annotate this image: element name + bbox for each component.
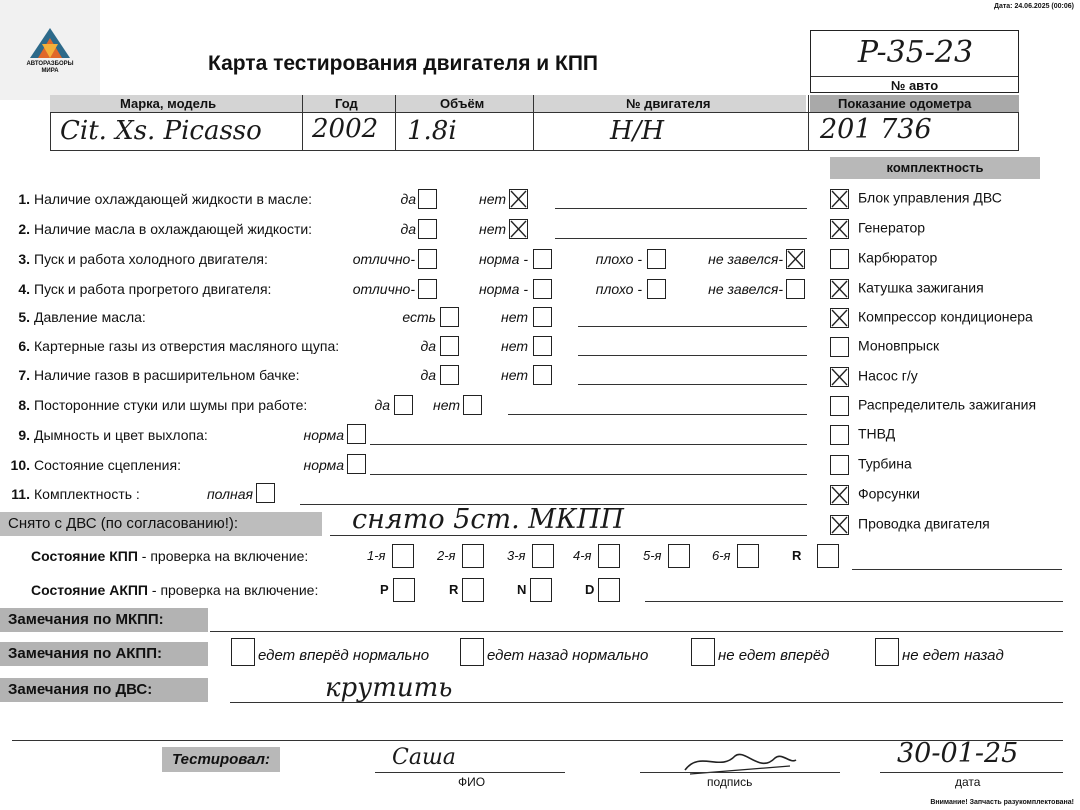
question-text: Давление масла: bbox=[34, 309, 146, 325]
complect-label: Распределитель зажигания bbox=[858, 396, 1037, 413]
complect-item bbox=[830, 425, 895, 445]
complect-label: Компрессор кондиционера bbox=[858, 308, 1033, 325]
kpp-gear-checkbox[interactable] bbox=[668, 544, 690, 568]
q3-normal-label: норма - bbox=[478, 251, 528, 267]
akpp-gear-label: N bbox=[517, 582, 527, 597]
q7-yes-label: да bbox=[420, 367, 436, 383]
logo-icon bbox=[0, 0, 100, 100]
complect-item bbox=[830, 279, 984, 299]
removed-value: снято 5ст. МКПП bbox=[352, 504, 624, 535]
logo bbox=[0, 0, 100, 100]
header-make-label: Марка, модель bbox=[120, 96, 217, 111]
complect-item bbox=[830, 485, 920, 505]
q4-excellent-checkbox[interactable] bbox=[418, 279, 437, 299]
page-title: Карта тестирования двигателя и КПП bbox=[208, 52, 599, 75]
akpp-label: Состояние АКПП - проверка на включение: bbox=[31, 582, 319, 598]
question-number: 11. bbox=[11, 486, 30, 502]
question-row bbox=[8, 251, 268, 267]
q1-yes-checkbox[interactable] bbox=[418, 189, 437, 209]
akpp-gear-label: R bbox=[449, 582, 459, 597]
kpp-gear-checkbox[interactable] bbox=[392, 544, 414, 568]
q5-present-label: есть bbox=[402, 309, 436, 325]
complect-checkbox[interactable] bbox=[830, 367, 849, 387]
complect-checkbox[interactable] bbox=[830, 396, 849, 416]
question-text: Пуск и работа прогретого двигателя: bbox=[34, 281, 272, 297]
remarks-mkpp-label: Замечания по МКПП: bbox=[8, 611, 164, 628]
complect-header-label: комплектность bbox=[886, 160, 984, 175]
complect-checkbox[interactable] bbox=[830, 308, 849, 328]
odometer-label: Показание одометра bbox=[838, 96, 972, 111]
auto-number-value: P-35-23 bbox=[857, 35, 974, 70]
remarks-akpp-band bbox=[0, 642, 208, 666]
question-text: Картерные газы из отверстия масляного щупа: bbox=[34, 338, 340, 354]
complect-label: ТНВД bbox=[858, 425, 896, 442]
kpp-gear-checkbox[interactable] bbox=[598, 544, 620, 568]
akpp-gear-checkbox[interactable] bbox=[462, 578, 484, 602]
complect-item bbox=[830, 249, 937, 269]
q4-normal-label: норма - bbox=[478, 281, 528, 297]
header-volume-label: Объём bbox=[440, 96, 485, 111]
akpp-gear-checkbox[interactable] bbox=[598, 578, 620, 602]
complect-label: Насос г/у bbox=[858, 367, 918, 384]
kpp-gear-label: 2-я bbox=[437, 548, 456, 563]
complect-item bbox=[830, 455, 912, 475]
akpp-forward-ok-label: едет вперёд нормально bbox=[258, 647, 430, 664]
q11-full-label: полная bbox=[206, 486, 253, 502]
q7-no-label: нет bbox=[501, 367, 528, 383]
q8-no-label: нет bbox=[433, 397, 460, 413]
complect-item bbox=[830, 189, 1002, 209]
kpp-gear-checkbox[interactable] bbox=[817, 544, 839, 568]
kpp-gear-checkbox[interactable] bbox=[737, 544, 759, 568]
q1-yes-label: да bbox=[400, 191, 416, 207]
question-row bbox=[8, 367, 300, 383]
header-year-label: Год bbox=[335, 96, 358, 111]
engine-value: H/H bbox=[610, 116, 665, 146]
q1-no-checkbox[interactable] bbox=[509, 189, 528, 209]
question-number: 10. bbox=[10, 457, 30, 473]
logo-line2: МИРА bbox=[41, 68, 59, 74]
question-row bbox=[8, 191, 312, 207]
header-engine-label: № двигателя bbox=[626, 96, 711, 111]
odometer-value: 201 736 bbox=[820, 114, 932, 145]
question-text: Наличие газов в расширительном бачке: bbox=[34, 367, 300, 383]
q3-excellent-checkbox[interactable] bbox=[418, 249, 437, 269]
kpp-gear-label: 6-я bbox=[712, 548, 731, 563]
question-text: Комплектность : bbox=[34, 486, 140, 502]
q5-no-label: нет bbox=[501, 309, 528, 325]
complect-label: Форсунки bbox=[858, 485, 920, 502]
complect-checkbox[interactable] bbox=[830, 485, 849, 505]
question-row bbox=[8, 427, 208, 443]
question-text: Наличие масла в охлаждающей жидкости: bbox=[34, 221, 313, 237]
question-row bbox=[8, 397, 307, 413]
q3-normal-checkbox[interactable] bbox=[533, 249, 552, 269]
kpp-gear-label: 4-я bbox=[573, 548, 592, 563]
question-row bbox=[8, 457, 181, 473]
signature-label: подпись bbox=[707, 775, 753, 789]
complect-header bbox=[830, 157, 1040, 179]
akpp-gear-checkbox[interactable] bbox=[530, 578, 552, 602]
question-number: 1. bbox=[18, 191, 30, 207]
akpp-gear-label: P bbox=[380, 582, 389, 597]
q4-normal-checkbox[interactable] bbox=[533, 279, 552, 299]
remarks-akpp-label: Замечания по АКПП: bbox=[8, 645, 162, 662]
q6-no-label: нет bbox=[501, 338, 528, 354]
question-number: 9. bbox=[18, 427, 30, 443]
complect-checkbox[interactable] bbox=[830, 219, 849, 239]
complect-item bbox=[830, 308, 1033, 328]
question-text: Наличие охлаждающей жидкости в масле: bbox=[34, 191, 313, 207]
tested-by-label: Тестировал: bbox=[172, 751, 270, 768]
q2-yes-checkbox[interactable] bbox=[418, 219, 437, 239]
check-mark-icon bbox=[830, 485, 849, 505]
check-mark-icon bbox=[509, 189, 528, 209]
make-value: Cit. Xs. Picasso bbox=[60, 116, 262, 146]
q11-full-checkbox[interactable] bbox=[256, 483, 275, 503]
question-row bbox=[8, 281, 271, 297]
question-number: 8. bbox=[18, 397, 30, 413]
check-mark-icon bbox=[830, 367, 849, 387]
q7-no-checkbox[interactable] bbox=[533, 365, 552, 385]
complect-label: Катушка зажигания bbox=[858, 279, 984, 296]
removed-label-band bbox=[0, 512, 322, 536]
question-row bbox=[8, 486, 140, 502]
kpp-gear-label: 5-я bbox=[643, 548, 662, 563]
remarks-dvs-value: крутить bbox=[325, 673, 453, 703]
complect-item bbox=[830, 337, 939, 357]
q8-yes-label: да bbox=[374, 397, 390, 413]
complect-item bbox=[830, 396, 1036, 416]
check-mark-icon bbox=[830, 189, 849, 209]
kpp-gear-label: 3-я bbox=[507, 548, 526, 563]
year-value: 2002 bbox=[312, 114, 379, 144]
date-value: 30-01-25 bbox=[897, 738, 1019, 769]
q4-nostart-checkbox[interactable] bbox=[786, 279, 805, 299]
q1-no-label: нет bbox=[479, 191, 506, 207]
q4-nostart-label: не завелся- bbox=[708, 281, 783, 297]
complect-checkbox[interactable] bbox=[830, 189, 849, 209]
auto-number-box bbox=[810, 30, 1019, 93]
date-label: дата bbox=[955, 775, 981, 789]
akpp-no-backward-label: не едет назад bbox=[902, 647, 1004, 664]
q6-yes-checkbox[interactable] bbox=[440, 336, 459, 356]
complect-label: Карбюратор bbox=[858, 249, 938, 266]
complect-label: Моновпрыск bbox=[858, 337, 940, 354]
complect-item bbox=[830, 367, 918, 387]
kpp-gear-label: R bbox=[792, 548, 802, 563]
check-mark-icon bbox=[786, 249, 805, 269]
question-row bbox=[8, 221, 312, 237]
akpp-forward-ok-checkbox[interactable] bbox=[231, 638, 255, 666]
akpp-no-forward-label: не едет вперёд bbox=[718, 647, 830, 664]
check-mark-icon bbox=[830, 279, 849, 299]
question-number: 7. bbox=[18, 367, 30, 383]
remarks-dvs-label: Замечания по ДВС: bbox=[8, 681, 153, 698]
removed-label: Снято с ДВС (по согласованию!): bbox=[8, 515, 239, 532]
q2-no-label: нет bbox=[479, 221, 506, 237]
logo-line1: АВТОРАЗБОРЫ bbox=[26, 61, 74, 67]
complect-checkbox[interactable] bbox=[830, 337, 849, 357]
kpp-gear-checkbox[interactable] bbox=[462, 544, 484, 568]
kpp-gear-checkbox[interactable] bbox=[532, 544, 554, 568]
complect-checkbox[interactable] bbox=[830, 249, 849, 269]
question-number: 3. bbox=[18, 251, 30, 267]
remarks-mkpp-band bbox=[0, 608, 208, 632]
complect-item bbox=[830, 515, 990, 535]
akpp-no-backward-checkbox[interactable] bbox=[875, 638, 899, 666]
q8-yes-checkbox[interactable] bbox=[394, 395, 413, 415]
remarks-dvs-band bbox=[0, 678, 208, 702]
question-number: 4. bbox=[18, 281, 30, 297]
q6-no-checkbox[interactable] bbox=[533, 336, 552, 356]
volume-value: 1.8i bbox=[407, 116, 457, 146]
q2-no-checkbox[interactable] bbox=[509, 219, 528, 239]
question-number: 2. bbox=[18, 221, 30, 237]
q5-present-checkbox[interactable] bbox=[440, 307, 459, 327]
question-row bbox=[8, 338, 339, 354]
q10-normal-label: норма bbox=[303, 457, 344, 473]
check-mark-icon bbox=[830, 308, 849, 328]
question-text: Состояние сцепления: bbox=[34, 457, 181, 473]
complect-checkbox[interactable] bbox=[830, 515, 849, 535]
question-text: Пуск и работа холодного двигателя: bbox=[34, 251, 268, 267]
akpp-backward-ok-checkbox[interactable] bbox=[460, 638, 484, 666]
fio-label: ФИО bbox=[458, 775, 486, 789]
q4-bad-checkbox[interactable] bbox=[647, 279, 666, 299]
q2-yes-label: да bbox=[400, 221, 416, 237]
question-number: 5. bbox=[18, 309, 30, 325]
complect-label: Блок управления ДВС bbox=[858, 189, 1002, 206]
q3-bad-label: плохо - bbox=[595, 251, 642, 267]
fio-value: Саша bbox=[392, 745, 456, 770]
question-text: Дымность и цвет выхлопа: bbox=[34, 427, 208, 443]
q6-yes-label: да bbox=[420, 338, 436, 354]
complect-item bbox=[830, 219, 925, 239]
check-mark-icon bbox=[830, 515, 849, 535]
q8-no-checkbox[interactable] bbox=[463, 395, 482, 415]
q10-normal-checkbox[interactable] bbox=[347, 454, 366, 474]
complect-checkbox[interactable] bbox=[830, 279, 849, 299]
complect-checkbox[interactable] bbox=[830, 425, 849, 445]
question-text: Посторонние стуки или шумы при работе: bbox=[34, 397, 308, 413]
question-row bbox=[8, 309, 146, 325]
q5-no-checkbox[interactable] bbox=[533, 307, 552, 327]
complect-checkbox[interactable] bbox=[830, 455, 849, 475]
q7-yes-checkbox[interactable] bbox=[440, 365, 459, 385]
q4-excellent-label: отлично- bbox=[352, 281, 415, 297]
tested-by-band bbox=[162, 747, 280, 772]
auto-number-label: № авто bbox=[890, 78, 939, 93]
check-mark-icon bbox=[830, 219, 849, 239]
q3-bad-checkbox[interactable] bbox=[647, 249, 666, 269]
akpp-gear-checkbox[interactable] bbox=[393, 578, 415, 602]
complect-label: Генератор bbox=[858, 219, 926, 236]
footer-warning: Внимание! Запчасть разукомплектована! bbox=[930, 799, 1074, 806]
question-number: 6. bbox=[18, 338, 30, 354]
akpp-backward-ok-label: едет назад нормально bbox=[487, 647, 649, 664]
kpp-gear-label: 1-я bbox=[367, 548, 386, 563]
q9-normal-label: норма bbox=[303, 427, 344, 443]
q3-nostart-checkbox[interactable] bbox=[786, 249, 805, 269]
date-stamp: Дата: 24.06.2025 (00:06) bbox=[993, 3, 1074, 10]
q3-nostart-label: не завелся- bbox=[708, 251, 783, 267]
q9-normal-checkbox[interactable] bbox=[347, 424, 366, 444]
q3-excellent-label: отлично- bbox=[352, 251, 415, 267]
check-mark-icon bbox=[509, 219, 528, 239]
complect-label: Проводка двигателя bbox=[858, 515, 990, 532]
akpp-gear-label: D bbox=[585, 582, 595, 597]
kpp-label: Состояние КПП - проверка на включение: bbox=[31, 548, 309, 564]
complect-label: Турбина bbox=[858, 455, 912, 472]
q4-bad-label: плохо - bbox=[595, 281, 642, 297]
akpp-no-forward-checkbox[interactable] bbox=[691, 638, 715, 666]
header-table bbox=[50, 95, 1019, 151]
